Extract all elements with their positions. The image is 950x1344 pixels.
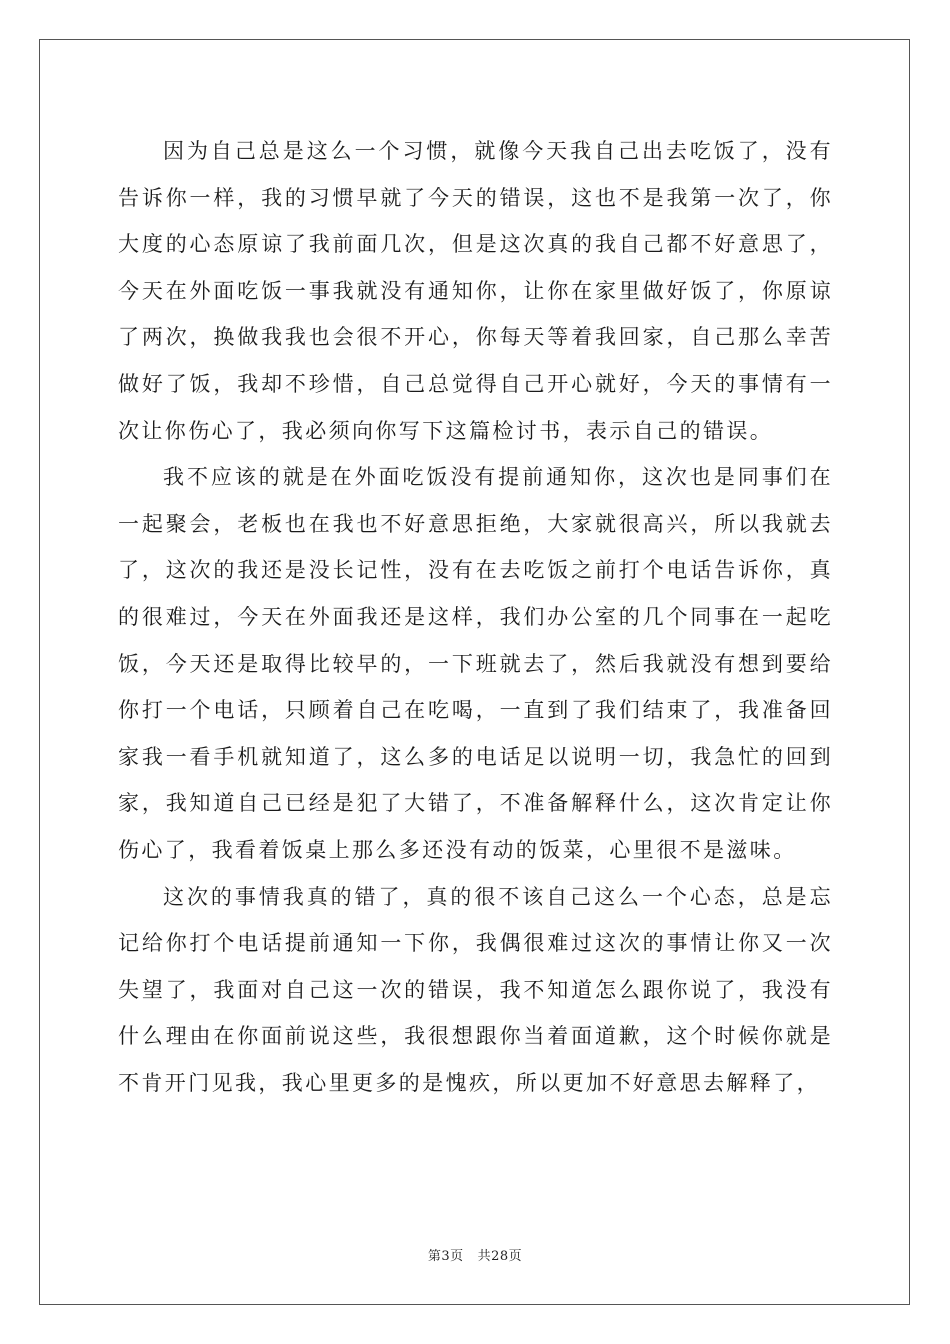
paragraph-2: 我不应该的就是在外面吃饭没有提前通知你，这次也是同事们在一起聚会，老板也在我也不好意思拒绝，大家就很高兴，所以我就去了，这次的我还是没长记性，没有在去吃饭之前打个电话告诉你，真的很难过，今天在外面我还是这样，我们办公室的几个同事在一起吃饭，今天还是取得比较早的，一下班就去了，然后我就没有想到要给你打一个电话，只顾着自己在吃喝，一直到了我们结束了，我准备回家我一看手机就知道了，这么多的电话足以说明一切，我急忙的回到家，我知道自己已经是犯了大错了，不准备解释什么，这次肯定让你伤心了，我看着饭桌上那么多还没有动的饭菜，心里很不是滋味。	[118, 465, 833, 862]
total-page-count: 共28页	[477, 1249, 523, 1264]
document-body	[118, 128, 833, 1106]
footer-separator	[464, 1249, 478, 1264]
current-page-number: 第3页	[427, 1249, 464, 1264]
paragraph-3: 这次的事情我真的错了，真的很不该自己这么一个心态，总是忘记给你打个电话提前通知一下你，我偶很难过这次的事情让你又一次失望了，我面对自己这一次的错误，我不知道怎么跟你说了，我没有什么理由在你面前说这些，我很想跟你当着面道歉，这个时候你就是不肯开门见我，我心里更多的是愧疚，所以更加不好意思去解释了，	[118, 884, 833, 1095]
paragraph-1: 因为自己总是这么一个习惯，就像今天我自己出去吃饭了，没有告诉你一样，我的习惯早就了今天的错误，这也不是我第一次了，你大度的心态原谅了我前面几次，但是这次真的我自己都不好意思了，今天在外面吃饭一事我就没有通知你，让你在家里做好饭了，你原谅了两次，换做我我也会很不开心，你每天等着我回家，自己那么幸苦做好了饭，我却不珍惜，自己总觉得自己开心就好，今天的事情有一次让你伤心了，我必须向你写下这篇检讨书，表示自己的错误。	[118, 139, 833, 443]
page-footer	[0, 1245, 950, 1264]
